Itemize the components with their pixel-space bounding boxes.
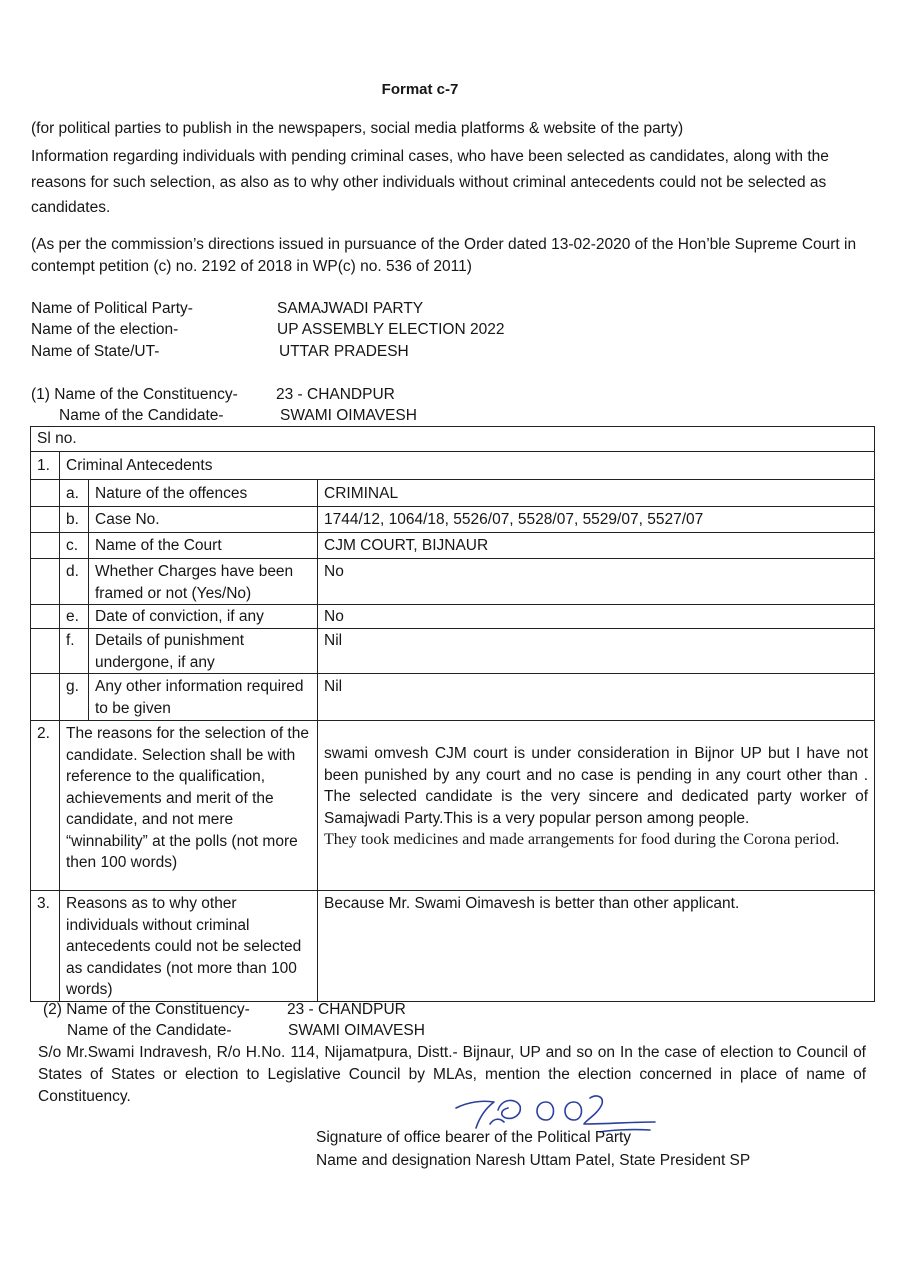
criminal-antecedents-heading: Criminal Antecedents [60, 452, 875, 480]
table-row [31, 427, 875, 452]
empty-cell [31, 674, 60, 721]
table-row [31, 480, 875, 507]
table-row [31, 721, 875, 891]
sub-row-value: Nil [318, 674, 875, 721]
election-name-label: Name of the election- [31, 321, 179, 338]
party-name-label: Name of Political Party- [31, 300, 193, 317]
sub-row-letter: c. [60, 533, 89, 559]
sub-row-value: No [318, 605, 875, 629]
candidate-address-note: S/o Mr.Swami Indravesh, R/o H.No. 114, Nijamatpura, Distt.- Bijnaur, UP and so on In the case of election to Council of States of States or election to Legislative Council by MLAs, mention the election concerned in place of name of Constituency. [38, 1044, 866, 1105]
empty-cell [31, 559, 60, 605]
sub-row-letter: d. [60, 559, 89, 605]
state-name-label: Name of State/UT- [31, 343, 160, 360]
sub-row-value: CJM COURT, BIJNAUR [318, 533, 875, 559]
sub-row-value: No [318, 559, 875, 605]
table-row [31, 533, 875, 559]
section1-candidate-label: Name of the Candidate- [59, 407, 224, 424]
election-name-value: UP ASSEMBLY ELECTION 2022 [277, 321, 505, 338]
table-row [31, 674, 875, 721]
sub-row-label: Nature of the offences [89, 480, 318, 507]
sub-row-letter: g. [60, 674, 89, 721]
table-row [31, 629, 875, 674]
sub-row-label: Any other information required to be given [89, 674, 318, 721]
empty-cell [31, 507, 60, 533]
selection-reasons-text: swami omvesh CJM court is under consideration in Bijnor UP but I have not been punished by any court and no case is pending in any court other than . The selected candidate is the very sincere and dedicated party worker of Samajwadi Party.This is a very popular person among people. [324, 745, 869, 827]
party-name-value: SAMAJWADI PARTY [277, 300, 424, 317]
empty-cell [31, 629, 60, 674]
section1-constituency-value: 23 - CHANDPUR [276, 386, 395, 403]
sub-row-letter: a. [60, 480, 89, 507]
selection-reasons-text-extra: They took medicines and made arrangements for food during the Corona period. [324, 831, 840, 848]
document-title: Format c-7 [381, 81, 459, 98]
sub-row-value: Nil [318, 629, 875, 674]
signature-label: Signature of office bearer of the Political Party [316, 1129, 632, 1146]
sub-row-value: CRIMINAL [318, 480, 875, 507]
criminal-antecedents-table [30, 426, 875, 1002]
sub-row-letter: f. [60, 629, 89, 674]
selection-reasons-label: The reasons for the selection of the candidate. Selection shall be with reference to the qualification, achievements and merit of the candidate, and not mere “winnability” at the polls (not more then 100 words) [60, 721, 318, 891]
sub-row-letter: b. [60, 507, 89, 533]
section2-candidate-label: Name of the Candidate- [67, 1022, 232, 1039]
commission-directions: (As per the commission’s directions issued in pursuance of the Order dated 13-02-2020 of the Hon’ble Supreme Court in contempt petition (c) no. 2192 of 2018 in WP(c) no. 536 of 2011) [31, 236, 857, 275]
table-row [31, 507, 875, 533]
sub-row-label: Details of punishment undergone, if any [89, 629, 318, 674]
sub-row-value: 1744/12, 1064/18, 5526/07, 5528/07, 5529/07, 5527/07 [318, 507, 875, 533]
intro-line-publish: (for political parties to publish in the newspapers, social media platforms & website of the party) [31, 120, 684, 137]
other-individuals-label: Reasons as to why other individuals without criminal antecedents could not be selected as candidates (not more than 100 words) [60, 891, 318, 1002]
intro-information: Information regarding individuals with pending criminal cases, who have been selected as candidates, along with the reasons for such selection, as also as to why other individuals without criminal antecedents could not be selected as candidates. [31, 148, 829, 216]
state-name-value: UTTAR PRADESH [279, 343, 409, 360]
empty-cell [31, 605, 60, 629]
empty-cell [31, 480, 60, 507]
sub-row-letter: e. [60, 605, 89, 629]
name-designation: Name and designation Naresh Uttam Patel, State President SP [316, 1152, 751, 1169]
section1-constituency-label: (1) Name of the Constituency- [31, 386, 238, 403]
empty-cell [31, 533, 60, 559]
sub-row-label: Case No. [89, 507, 318, 533]
row-number: 3. [31, 891, 60, 1002]
row-number: 2. [31, 721, 60, 891]
other-individuals-value: Because Mr. Swami Oimavesh is better than other applicant. [318, 891, 875, 1002]
section2-constituency-label: (2) Name of the Constituency- [43, 1001, 250, 1018]
section2-candidate-value: SWAMI OIMAVESH [288, 1022, 425, 1039]
table-row [31, 452, 875, 480]
table-row [31, 891, 875, 1002]
section1-candidate-value: SWAMI OIMAVESH [280, 407, 417, 424]
sub-row-label: Name of the Court [89, 533, 318, 559]
table-row [31, 559, 875, 605]
selection-reasons-value [318, 721, 875, 891]
table-row [31, 605, 875, 629]
sub-row-label: Date of conviction, if any [89, 605, 318, 629]
row-number: 1. [31, 452, 60, 480]
sub-row-label: Whether Charges have been framed or not (Yes/No) [89, 559, 318, 605]
section2-constituency-value: 23 - CHANDPUR [287, 1001, 406, 1018]
sl-no-header: Sl no. [31, 427, 875, 452]
